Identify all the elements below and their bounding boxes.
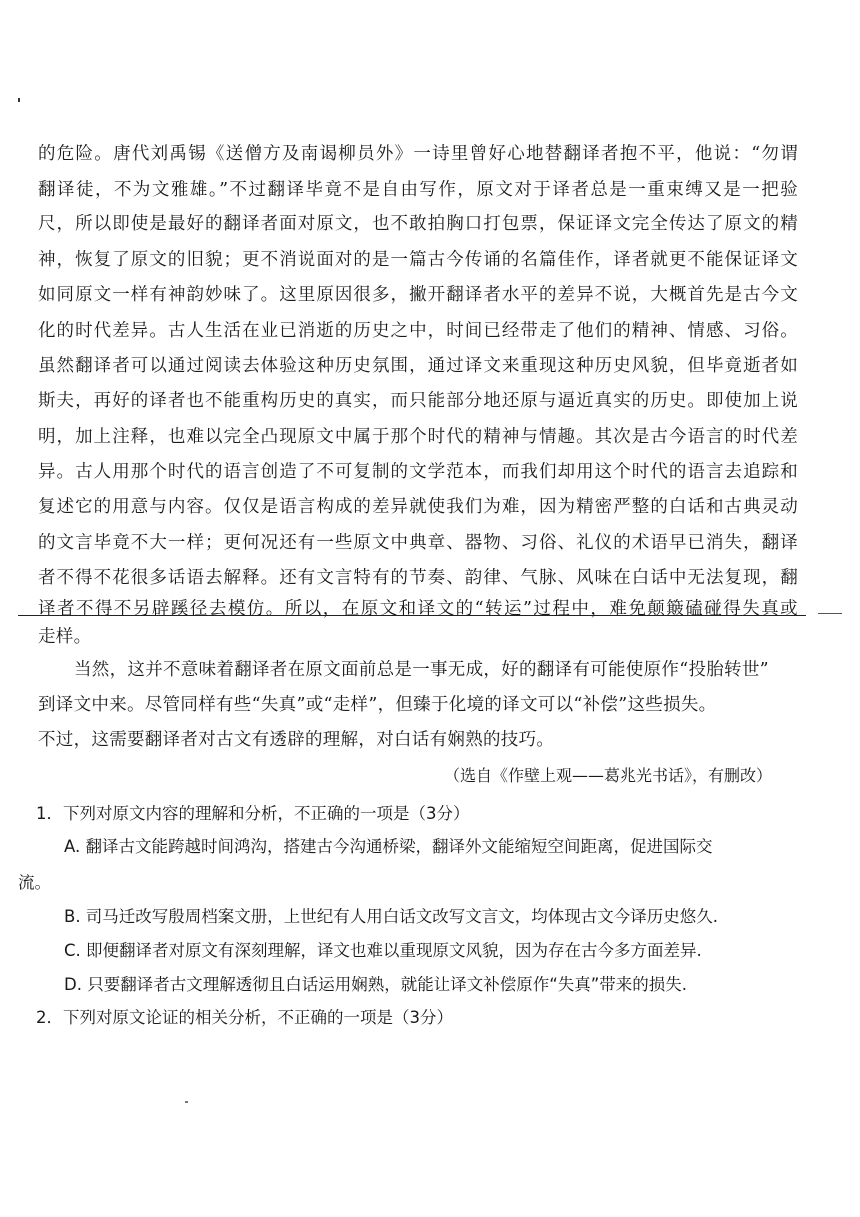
question-1-option-a-cont: 流。	[18, 873, 51, 892]
passage-line: 化的时代差异。古人生活在业已消逝的历史之中，时间已经带走了他们的精神、情感、习俗。	[38, 321, 798, 341]
passage-line: 虽然翻译者可以通过阅读去体验这种历史氛围，通过译文来重现这种历史风貌，但毕竟逝者如	[38, 356, 798, 376]
fold-line-stub	[818, 613, 842, 614]
passage-line: 尺，所以即使是最好的翻译者面对原文，也不敢拍胸口打包票，保证译文完全传达了原文的精	[38, 214, 798, 234]
passage-line: 译者不得不另辟蹊径去模仿。所以，在原文和译文的“转运”过程中，难免颠簸磕碰得失真或	[38, 599, 798, 619]
paragraph-line: 当然，这并不意味着翻译者在原文面前总是一事无成，好的翻译有可能使原作“投胎转世”	[74, 660, 769, 680]
passage-line: 如同原文一样有神韵妙味了。这里原因很多，撇开翻译者水平的差异不说，大概首先是古今文	[38, 285, 798, 305]
passage-line: 斯夫，再好的译者也不能重构历史的真实，而只能部分地还原与逼近真实的历史。即使加上说	[38, 391, 798, 411]
passage-line: 的危险。唐代刘禹锡《送僧方及南谒柳员外》一诗里曾好心地替翻译者抱不平，他说：“勿谓	[38, 144, 798, 164]
passage-line: 翻译徒，不为文雅雄。”不过翻译毕竟不是自由写作，原文对于译者总是一重束缚又是一把验	[38, 180, 798, 200]
passage-line: 复述它的用意与内容。仅仅是语言构成的差异就使我们为难，因为精密严整的白话和古典灵动	[38, 497, 798, 517]
passage-line: 神，恢复了原文的旧貌；更不消说面对的是一篇古今传诵的名篇佳作，译者就更不能保证译文	[38, 250, 798, 270]
passage-line: 走样。	[38, 627, 92, 647]
passage-line: 明，加上注释，也难以完全凸现原文中属于那个时代的精神与情趣。其次是古今语言的时代差	[38, 427, 798, 447]
scan-mark	[18, 98, 20, 102]
passage-line: 者不得不花很多话语去解释。还有文言特有的节奏、韵律、气脉、风味在白话中无法复现，翻	[38, 568, 798, 588]
fold-line	[18, 615, 806, 616]
scan-speck	[185, 1101, 188, 1103]
question-1-option-c: C. 即便翻译者对原文有深刻理解，译文也难以重现原文风貌，因为存在古今多方面差异.	[64, 941, 702, 960]
question-2-stem: 2．下列对原文论证的相关分析，不正确的一项是（3分）	[36, 1008, 453, 1027]
source-citation: （选自《作壁上观——葛兆光书话》，有删改）	[443, 766, 772, 785]
question-1-option-b: B. 司马迁改写殷周档案文册，上世纪有人用白话文改写文言文，均体现古文今译历史悠久.	[64, 907, 719, 926]
paragraph-line: 到译文中来。尽管同样有些“失真”或“走样”，但臻于化境的译文可以“补偿”这些损失。	[38, 695, 717, 715]
question-1-option-d: D. 只要翻译者古文理解透彻且白话运用娴熟，就能让译文补偿原作“失真”带来的损失.	[64, 975, 688, 994]
question-1-stem: 1．下列对原文内容的理解和分析，不正确的一项是（3分）	[36, 804, 470, 823]
passage-line: 的文言毕竟不大一样；更何况还有一些原文中典章、器物、习俗、礼仪的术语早已消失，翻译	[38, 533, 798, 553]
question-1-option-a: A. 翻译古文能跨越时间鸿沟，搭建古今沟通桥梁，翻译外文能缩短空间距离，促进国际交	[64, 837, 713, 856]
passage-line: 异。古人用那个时代的语言创造了不可复制的文学范本，而我们却用这个时代的语言去追踪和	[38, 462, 798, 482]
paragraph-line: 不过，这需要翻译者对古文有透辟的理解，对白话有娴熟的技巧。	[38, 730, 555, 750]
